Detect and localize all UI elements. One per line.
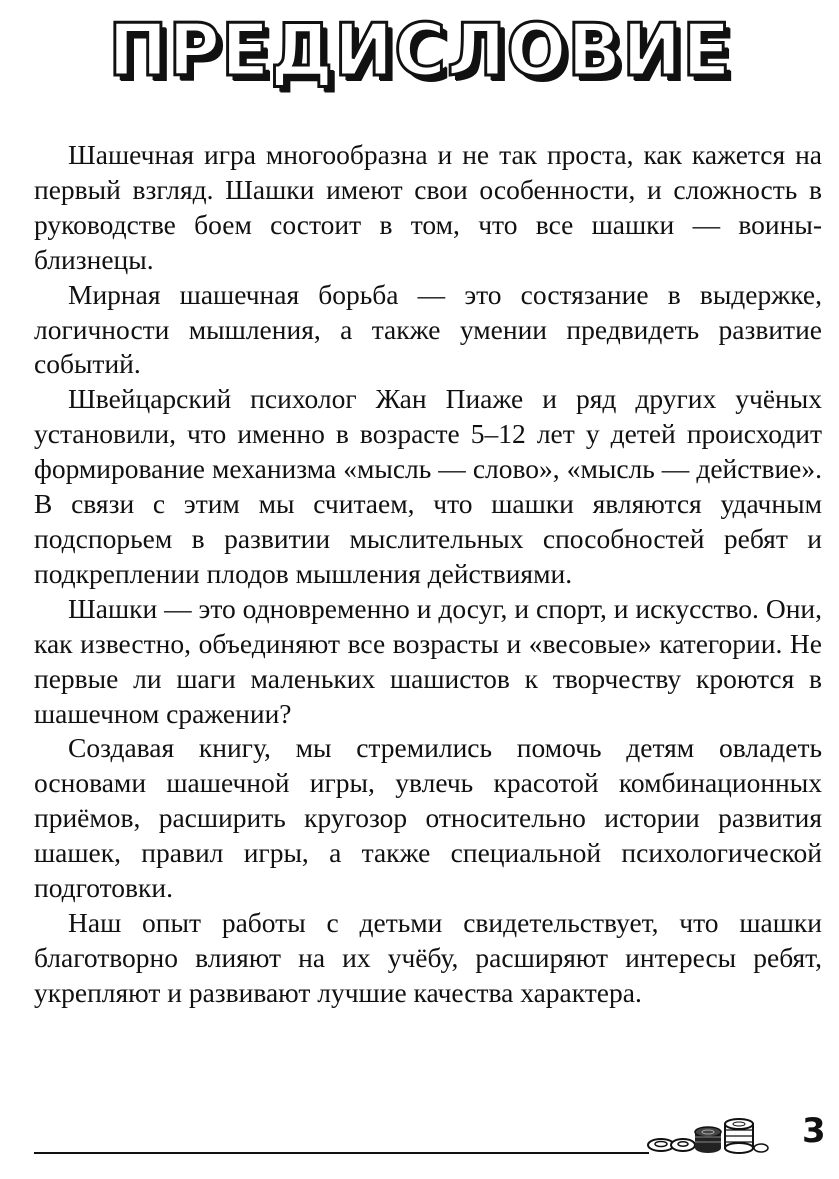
paragraph: Швейцарский психолог Жан Пиаже и ряд других учёных установили, что именно в возрасте 5–12 лет у детей происходит формирование механизма «мысль — слово», «мысль — действие». В связи с этим мы считаем, что шашки являются удачным подспорьем в развитии мыслительных способностей ребят и подкреплении плодов мышления действиями. [34,383,822,589]
paragraph: Шашки — это одновременно и досуг, и спорт, и искусство. Они, как известно, объединяют все возрасты и «весовые» категории. Не первые ли шаги маленьких шашистов к творчеству кроются в шашечном сражении? [34,592,822,729]
paragraph: Мирная шашечная борьба — это состязание в выдержке, логичности мышления, а также умении предвидеть развитие событий. [34,278,822,380]
title-block [0,8,839,92]
checker-pieces-icon [645,1118,770,1158]
page-number: 3 [802,1111,826,1151]
paragraph: Наш опыт работы с детьми свидетельствует, что шашки благотворно влияют на их учёбу, расширяют интересы ребят, укрепляют и развивают лучшие качества характера. [34,906,822,1008]
paragraph: Шашечная игра многообразна и не так проста, как кажется на первый взгляд. Шашки имеют свои особенности, и сложность в руководстве боем состоит в том, что все шашки — воины-близнецы. [34,139,822,275]
body-text [34,138,822,1011]
paragraph: Создавая книгу, мы стремились помочь детям овладеть основами шашечной игры, увлечь красотой комбинационных приёмов, расширить кругозор относительно истории развития шашек, правил игры, а также специальной психологической подготовки. [34,732,822,904]
footer-rule [34,1152,649,1154]
page-title: ПРЕДИСЛОВИЕ [107,8,732,92]
